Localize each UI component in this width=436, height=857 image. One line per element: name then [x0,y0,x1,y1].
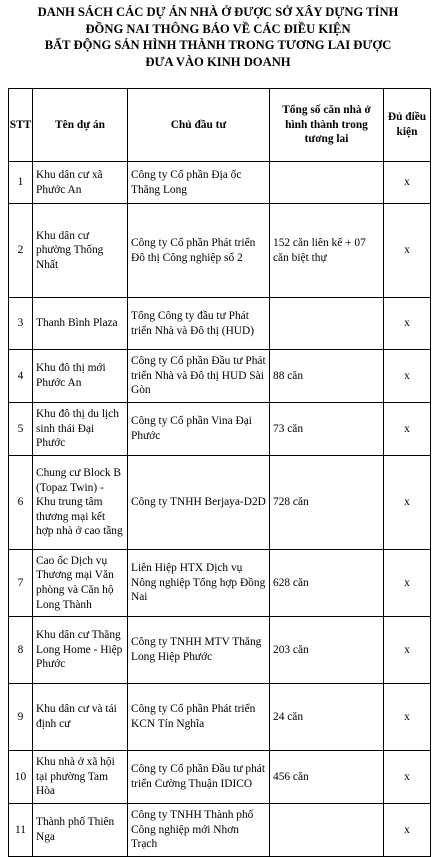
row-units [270,804,384,857]
row-project: Thanh Bình Plaza [33,298,128,350]
row-eligible: x [384,403,431,456]
header-investor: Chủ đầu tư [128,89,270,162]
table-row [9,350,431,403]
row-eligible: x [384,550,431,617]
row-eligible: x [384,204,431,298]
title-line: DANH SÁCH CÁC DỰ ÁN NHÀ Ở ĐƯỢC SỞ XÂY DỰNG TỈNH [37,5,399,19]
header-row [9,89,431,162]
row-project: Khu dân cư và tái định cư [33,684,128,751]
row-investor: Công ty Cổ phần Phát triển KCN Tín Nghĩa [128,684,270,751]
row-investor: Công ty Cổ phần Phát triển Đô thị Công nghiệp số 2 [128,204,270,298]
row-eligible: x [384,617,431,684]
row-stt: 8 [9,617,33,684]
table-row [9,804,431,857]
header-eligible: Đủ điều kiện [384,89,431,162]
title-line: ĐƯA VÀO KINH DOANH [145,54,291,69]
header-stt: STT [9,89,33,162]
row-investor: Tổng Công ty đầu tư Phát triển Nhà và Đô thị (HUD) [128,298,270,350]
row-units: 628 căn [270,550,384,617]
row-eligible: x [384,684,431,751]
table-row [9,617,431,684]
row-stt: 10 [9,751,33,804]
row-stt: 3 [9,298,33,350]
row-units: 73 căn [270,403,384,456]
table-row [9,456,431,550]
table-row [9,162,431,204]
row-investor: Công ty Cổ phần Đầu tư Phát triển Nhà và Đô thị HUD Sài Gòn [128,350,270,403]
projects-table [8,88,431,857]
row-project: Cao ốc Dịch vụ Thương mại Văn phòng và Căn hộ Long Thành [33,550,128,617]
row-stt: 5 [9,403,33,456]
row-eligible: x [384,456,431,550]
row-investor: Công ty Cổ phần Địa ốc Thăng Long [128,162,270,204]
row-project: Khu dân cư xã Phước An [33,162,128,204]
row-stt: 11 [9,804,33,857]
document-title [0,0,436,88]
row-units: 203 căn [270,617,384,684]
row-project: Khu đô thị du lịch sinh thái Đại Phước [33,403,128,456]
row-stt: 4 [9,350,33,403]
row-stt: 6 [9,456,33,550]
row-project: Khu đô thị mới Phước An [33,350,128,403]
table-row [9,751,431,804]
row-stt: 2 [9,204,33,298]
row-eligible: x [384,350,431,403]
row-units: 24 căn [270,684,384,751]
row-units: 456 căn [270,751,384,804]
row-investor: Công ty TNHH MTV Thăng Long Hiệp Phước [128,617,270,684]
table-row [9,550,431,617]
table-row [9,298,431,350]
title-line: BẤT ĐỘNG SẢN HÌNH THÀNH TRONG TƯƠNG LAI ĐƯỢC [44,38,392,53]
row-project: Thành phố Thiên Nga [33,804,128,857]
row-stt: 7 [9,550,33,617]
row-project: Khu dân cư Thăng Long Home - Hiệp Phước [33,617,128,684]
row-units [270,298,384,350]
table-row [9,684,431,751]
row-project: Khu nhà ở xã hội tại phường Tam Hòa [33,751,128,804]
row-eligible: x [384,298,431,350]
row-investor: Công ty TNHH Thành phố Công nghiệp mới Nhơn Trạch [128,804,270,857]
row-investor: Công ty Cổ phần Vina Đại Phước [128,403,270,456]
row-eligible: x [384,162,431,204]
row-stt: 9 [9,684,33,751]
row-investor: Công ty TNHH Berjaya-D2D [128,456,270,550]
row-units: 728 căn [270,456,384,550]
title-line: ĐỒNG NAI THÔNG BÁO VỀ CÁC ĐIỀU KIỆN [85,21,351,36]
header-units: Tổng số căn nhà ở hình thành trong tương lai [270,89,384,162]
row-units: 152 căn liên kế + 07 căn biệt thự [270,204,384,298]
table-row [9,403,431,456]
row-project: Chung cư Block B (Topaz Twin) - Khu trung tâm thương mại kết hợp nhà ở cao tầng [33,456,128,550]
table-row [9,204,431,298]
row-project: Khu dân cư phường Thống Nhất [33,204,128,298]
row-units [270,162,384,204]
row-investor: Liên Hiệp HTX Dịch vụ Nông nghiệp Tổng hợp Đồng Nai [128,550,270,617]
header-project: Tên dự án [33,89,128,162]
row-units: 88 căn [270,350,384,403]
row-investor: Công ty Cổ phần Đầu tư phát triển Cường Thuận IDICO [128,751,270,804]
row-stt: 1 [9,162,33,204]
row-eligible: x [384,751,431,804]
row-eligible: x [384,804,431,857]
